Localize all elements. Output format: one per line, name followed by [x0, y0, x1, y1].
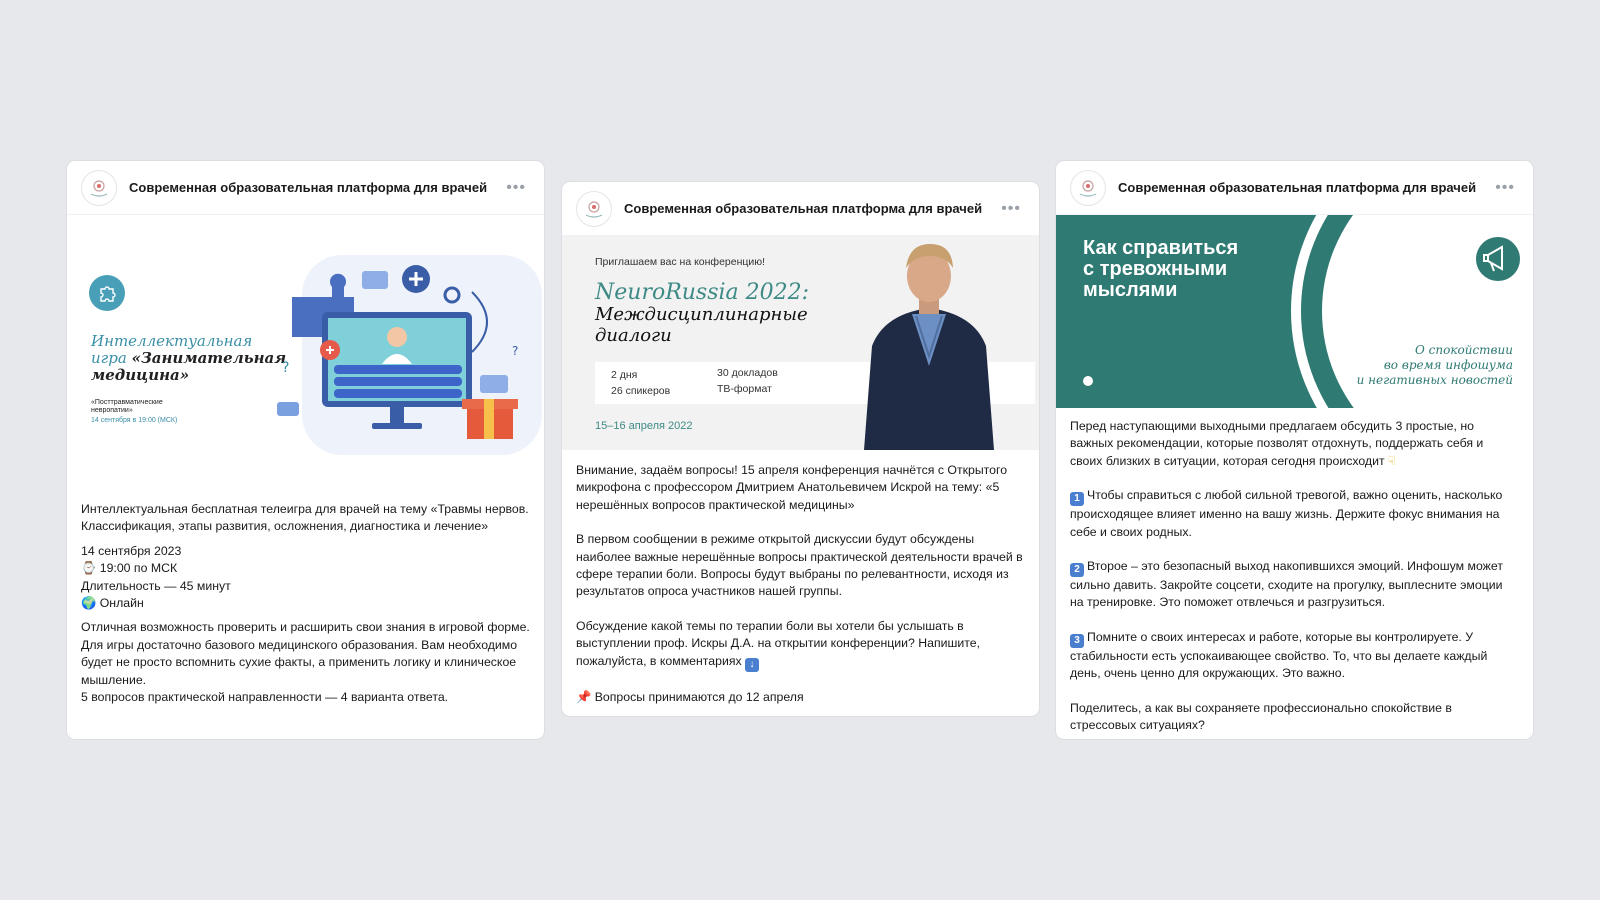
banner-title: [91, 333, 286, 384]
banner-invite: Приглашаем вас на конференцию!: [595, 256, 766, 268]
banner-title-line: медицина»: [91, 366, 190, 384]
avatar[interactable]: [1070, 170, 1106, 206]
svg-text:?: ?: [512, 344, 519, 358]
post-header: [67, 161, 544, 215]
event-time-row: [81, 560, 530, 577]
stat-format: ТВ-формат: [717, 383, 772, 395]
post-paragraph: [576, 689, 1025, 706]
avatar[interactable]: [576, 191, 612, 227]
logo-icon: [1076, 176, 1100, 200]
event-date: 14 сентября 2023: [81, 543, 182, 558]
post-paragraph: [1070, 629, 1519, 683]
post-paragraph-text: Обсуждение какой темы по терапии боли вы хотели бы услышать в выступлении проф. Искры Д.А. на открытии конференции? Напишите, пожалуйста, в комментариях: [576, 618, 981, 668]
post-card-2: [562, 182, 1039, 716]
banner-subtitle: [91, 399, 163, 415]
event-format: Онлайн: [99, 596, 144, 611]
globe-icon: 🌍: [81, 596, 97, 611]
speaker-photo: [854, 236, 1004, 450]
post-image[interactable]: [562, 236, 1039, 450]
banner-quote-line: во время инфошума: [1383, 358, 1513, 372]
stat-talks: 30 докладов: [717, 367, 778, 379]
post-text: [67, 489, 544, 718]
banner-subtitle-line: «Посттравматические: [91, 399, 163, 406]
post-paragraph: 5 вопросов практической направленности — 4 варианта ответа.: [81, 690, 449, 705]
post-header: [562, 182, 1039, 236]
post-image[interactable]: [67, 215, 544, 489]
post-text: [1056, 408, 1533, 739]
banner-title-line: с тревожными: [1083, 258, 1228, 280]
event-duration: Длительность — 45 минут: [81, 578, 231, 593]
banner-subtitle-line: невропатии»: [91, 407, 133, 414]
arrow-down-icon: ↓: [745, 658, 759, 672]
banner-title: NeuroRussia 2022:: [595, 280, 810, 305]
banner-title-part: «Занимательная: [131, 349, 287, 367]
banner-date: 15–16 апреля 2022: [595, 420, 693, 432]
banner-title-line: Интеллектуальная: [91, 332, 253, 350]
stat-speakers: 26 спикеров: [611, 385, 671, 397]
post-paragraph-text: Вопросы принимаются до 12 апреля: [594, 689, 804, 704]
banner-date: 14 сентября в 19:00 (МСК): [91, 417, 178, 424]
author-name[interactable]: Современная образовательная платформа для врачей: [129, 180, 488, 195]
more-options-icon[interactable]: •••: [1001, 199, 1021, 217]
banner-quote-line: О спокойствии: [1415, 343, 1513, 357]
more-options-icon[interactable]: •••: [1495, 178, 1515, 196]
stat-days: 2 дня: [611, 369, 638, 381]
post-paragraph: Интеллектуальная бесплатная телеигра для врачей на тему «Травмы нервов. Классификация, этапы развития, осложнения, диагностика и лечение»: [81, 502, 529, 534]
banner-title-line: мыслями: [1083, 279, 1178, 301]
banner-subtitle-line: диалоги: [595, 325, 672, 346]
post-paragraph: [1070, 487, 1519, 541]
number-one-icon: 1: [1070, 492, 1084, 506]
banner-title-line: Как справиться: [1083, 237, 1239, 259]
post-image[interactable]: [1056, 215, 1533, 408]
post-card-3: [1056, 161, 1533, 739]
banner-subtitle: [595, 304, 808, 346]
post-paragraph-text: Перед наступающими выходными предлагаем обсудить 3 простые, но важных рекомендации, которые позволят отдохнуть, поддержать себя и своих близких в ситуации, которая сегодня происходит: [1070, 419, 1484, 468]
game-illustration: [272, 237, 542, 477]
more-options-icon[interactable]: •••: [506, 178, 526, 196]
post-paragraph-text: Чтобы справиться с любой сильной тревогой, важно оценить, насколько происходящее влияет именно на вашу жизнь. Держите фокус внимания на себе и своих родных.: [1070, 488, 1503, 539]
banner-dot: [1083, 376, 1093, 386]
post-paragraph: Поделитесь, а как вы сохраняете профессионально спокойствие в стрессовых ситуациях?: [1070, 700, 1452, 733]
watch-icon: ⌚: [81, 561, 97, 576]
pushpin-icon: 📌: [576, 689, 592, 704]
number-two-icon: 2: [1070, 563, 1084, 577]
pointing-down-hand-icon: ☟: [1388, 453, 1396, 468]
post-card-1: [67, 161, 544, 739]
author-name[interactable]: Современная образовательная платформа для врачей: [1118, 180, 1477, 195]
post-paragraph: Отличная возможность проверить и расширить свои знания в игровой форме. Для игры достаточно базового медицинского образования. Вам необходимо будет не просто вспомнить сухие факты, а применить логику и клиническое мышление.: [81, 620, 530, 687]
banner-subtitle-line: Междисциплинарные: [595, 304, 808, 325]
post-paragraph-text: Второе – это безопасный выход накопившихся эмоций. Инфошум может сильно давить. Закройте соцсети, сходите на прогулку, выплесните эмоции на тренировке. Это поможет отвлечься и разгрузиться.: [1070, 559, 1503, 610]
post-paragraph: [576, 618, 1025, 672]
post-paragraph-text: Помните о своих интересах и работе, которые вы контролируете. У стабильности есть успокаивающее свойство. То, что вы делаете каждый день, очень ценно для окружающих. Это важно.: [1070, 629, 1488, 681]
number-three-icon: 3: [1070, 634, 1084, 648]
logo-icon: [582, 197, 606, 221]
banner-title-part: игра: [91, 349, 132, 367]
svg-text:?: ?: [282, 360, 290, 376]
post-paragraph: В первом сообщении в режиме открытой дискуссии будут обсуждены наиболее важные нерешённые вопросы практической деятельности врачей в сфере терапии боли. Вопросы будут выбраны по релевантности, исходя из результатов опроса участников нашей группы.: [576, 532, 1023, 599]
event-time: 19:00 по МСК: [99, 561, 178, 576]
post-paragraph: Внимание, задаём вопросы! 15 апреля конференция начнётся с Открытого микрофона с профессором Дмитрием Анатольевичем Искрой на тему: «5 нерешённых вопросов практической медицины»: [576, 463, 1008, 512]
event-format-row: [81, 595, 530, 612]
logo-icon: [87, 176, 111, 200]
post-paragraph: [1070, 558, 1519, 612]
post-header: [1056, 161, 1533, 215]
post-paragraph: [1070, 418, 1519, 470]
banner-quote: [1357, 343, 1513, 388]
banner-title: [1083, 238, 1238, 301]
banner-quote-line: и негативных новостей: [1356, 373, 1513, 387]
puzzle-icon: [89, 275, 125, 311]
avatar[interactable]: [81, 170, 117, 206]
post-text: [562, 450, 1039, 716]
author-name[interactable]: Современная образовательная платформа для врачей: [624, 201, 983, 216]
